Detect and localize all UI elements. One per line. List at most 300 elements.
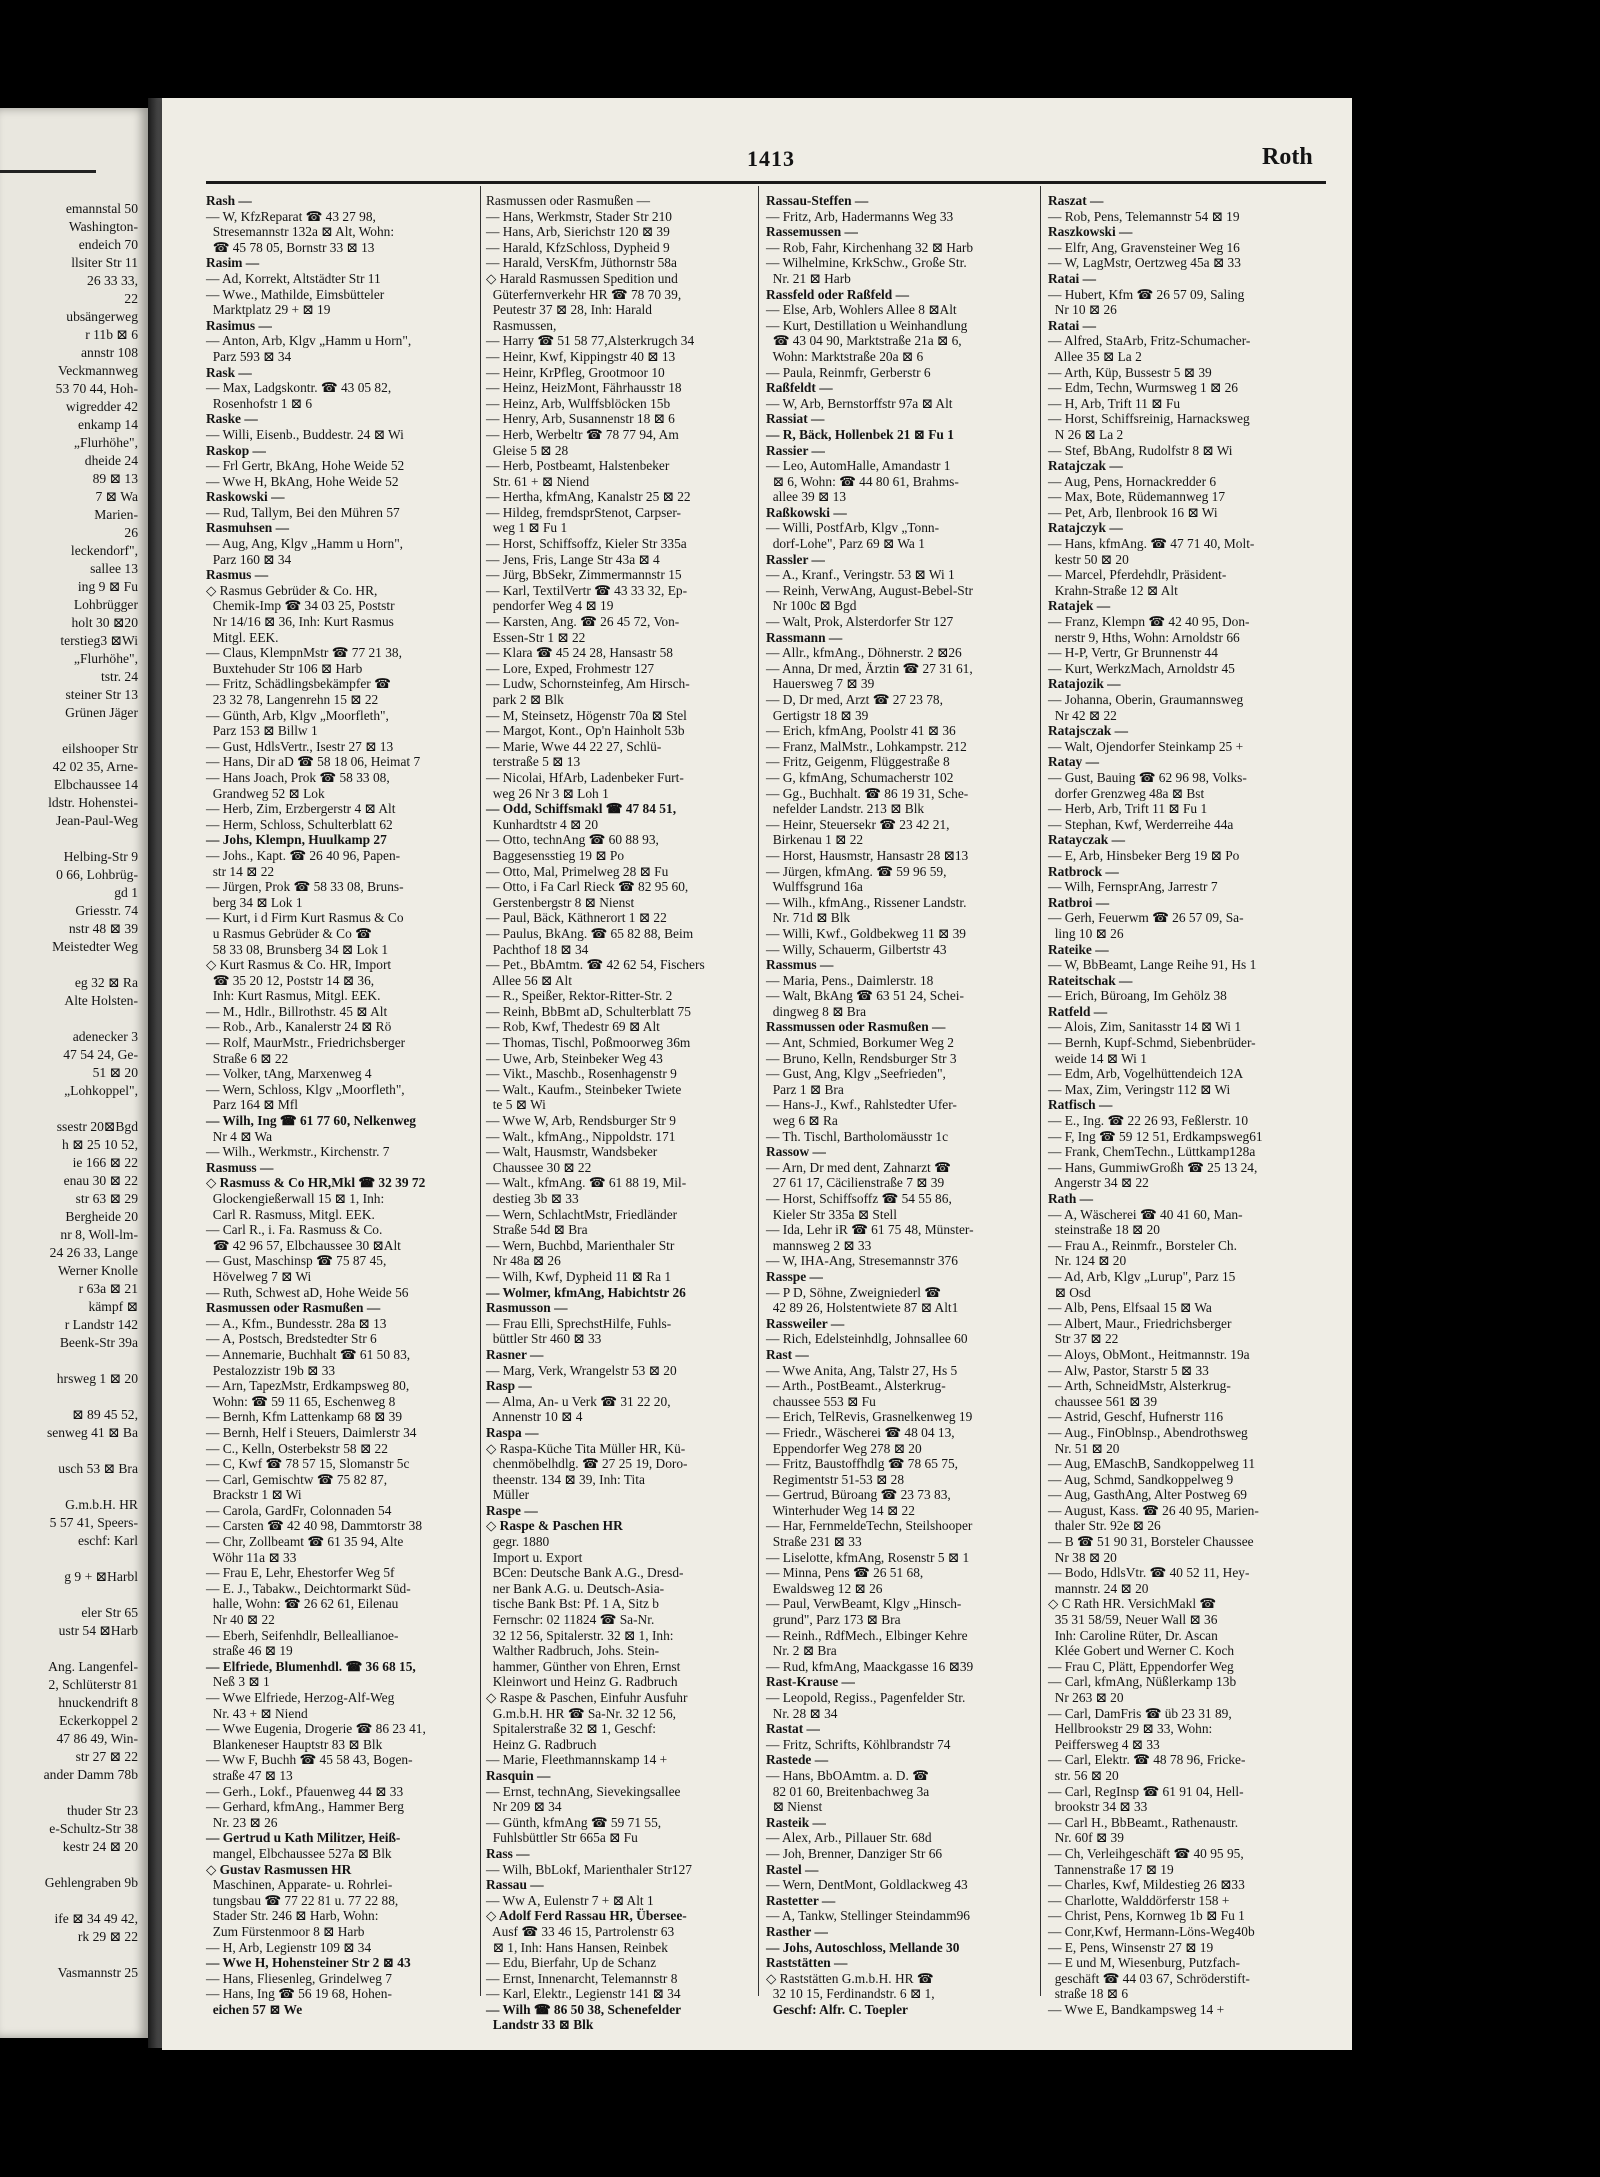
previous-page-line: tstr. 24 [100,669,138,684]
directory-entry-line: — Klara ☎ 45 24 28, Hansastr 58 [486,645,674,661]
previous-page-line: steiner Str 13 [65,687,138,702]
directory-entry-line: Neß 3 ⊠ 1 [206,1674,270,1690]
directory-entry-line: — Har, FernmeldeTechn, Steilshooper [766,1518,973,1534]
directory-entry-line: Regimentstr 51-53 ⊠ 28 [766,1471,905,1487]
surname-heading: Rasmusson — [486,1300,568,1316]
directory-entry-line: — Wolmer, kfmAng, Habichtstr 26 [486,1284,686,1300]
directory-entry-line: — Gust, HdlsVertr., Isestr 27 ⊠ 13 [206,738,394,754]
directory-entry-line: — Hertha, kfmAng, Kanalstr 25 ⊠ 22 [486,489,691,505]
surname-heading: Rasner — [486,1346,544,1362]
directory-entry-line: Str 37 ⊠ 22 [1048,1331,1119,1347]
directory-entry-line: — Rob, Fahr, Kirchenhang 32 ⊠ Harb [766,239,974,255]
directory-entry-line: — Günth, Arb, Klgv „Moorfleth", [206,707,389,723]
directory-entry-line: — Carl, RegInsp ☎ 61 91 04, Hell- [1048,1783,1244,1799]
directory-entry-line: — Arth, Küp, Bussestr 5 ⊠ 39 [1048,364,1212,380]
directory-entry-line: — Carl, DamFris ☎ üb 23 31 89, [1048,1705,1232,1721]
previous-page-line [0,1640,138,1658]
directory-entry-line: — Hans, GummiwGroßh ☎ 25 13 24, [1048,1159,1258,1175]
previous-page-line: e-Schultz-Str 38 [49,1821,138,1836]
previous-page-line: „Flurhöhe", [73,435,138,450]
previous-page-line: Griesstr. 74 [75,903,138,918]
directory-entry-line: Parz 1 ⊠ Bra [766,1081,844,1097]
directory-entry-line: — Friedr., Wäscherei ☎ 48 04 13, [766,1424,955,1440]
surname-heading: Rasp — [486,1378,532,1394]
surname-heading: Rastat — [766,1721,820,1737]
directory-entry-line: — Arth, SchneidMstr, Alsterkrug- [1048,1378,1231,1394]
directory-entry-line: Chemik-Imp ☎ 34 03 25, Poststr [206,598,395,614]
directory-entry-line: allee 39 ⊠ 13 [766,489,847,505]
directory-entry-line: grund", Parz 173 ⊠ Bra [766,1612,901,1628]
directory-entry-line: u Rasmus Gebrüder & Co ☎ [206,925,372,941]
directory-entry-line: Zum Fürstenmoor 8 ⊠ Harb [206,1923,365,1939]
directory-entry-line: — Walt, Ojendorfer Steinkamp 25 + [1048,738,1244,754]
directory-entry-line: — Willy, Schauerm, Gilbertstr 43 [766,941,947,957]
directory-entry-line: — E., Ing. ☎ 22 26 93, Feßlerstr. 10 [1048,1113,1249,1129]
directory-entry-line: — Fritz, Geigenm, Flüggestraße 8 [766,754,950,770]
directory-entry-line: — Heinr, Steuersekr ☎ 23 42 21, [766,816,950,832]
directory-entry-line: — Wwe Elfriede, Herzog-Alf-Weg [206,1690,395,1705]
surname-heading: Ratfeld — [1048,1003,1108,1019]
directory-entry-line: — Willi, Kwf., Goldbekweg 11 ⊠ 39 [766,925,966,941]
surname-heading: Rash — [206,193,252,208]
directory-entry-line: ⊠ 6, Wohn: ☎ 44 80 61, Brahms- [766,473,959,489]
directory-entry-line: — Anna, Dr med, Ärztin ☎ 27 31 61, [766,660,973,676]
directory-entry-line: — F, Ing ☎ 59 12 51, Erdkampsweg61 [1048,1128,1263,1144]
directory-entry-line: — Otto, Mal, Primelweg 28 ⊠ Fu [486,863,669,879]
directory-entry-line: Gertigstr 18 ⊠ 39 [766,707,869,723]
directory-entry-line: — H, Arb, Legienstr 109 ⊠ 34 [206,1939,372,1955]
previous-page-line [0,1946,138,1964]
directory-entry-line: — Carola, GardFr, Colonnaden 54 [206,1502,392,1518]
surname-heading: Ratajsczak — [1048,723,1128,739]
directory-entry-line: Tannenstraße 17 ⊠ 19 [1048,1861,1174,1877]
previous-page-line: h ⊠ 25 10 52, [62,1137,138,1152]
directory-entry-line: — Carl H., BbBeamt., Rathenaustr. [1048,1814,1239,1830]
previous-page-line: adenecker 3 [72,1029,138,1044]
directory-entry-line: — W, KfzReparat ☎ 43 27 98, [206,208,376,224]
directory-entry-line: Straße 54d ⊠ Bra [486,1222,588,1238]
directory-entry-line: ◇ Raspe & Paschen HR [486,1518,623,1534]
directory-entry-line: — A, Postsch, Bredstedter Str 6 [206,1331,377,1347]
directory-entry-line: Nr. 124 ⊠ 20 [1048,1253,1127,1269]
directory-column-1 [206,193,478,2017]
directory-entry-line: — Max, Ladgskontr. ☎ 43 05 82, [206,380,392,396]
surname-heading: Raskowski — [206,489,285,505]
directory-entry-line: — A., Kranf., Veringstr. 53 ⊠ Wi 1 [766,567,955,583]
directory-entry-line: — Wern, Buchbd, Marienthaler Str [486,1237,675,1253]
directory-entry-line: — Harald, VersKfm, Jüthornstr 58a [486,255,677,271]
directory-entry-line: Straße 231 ⊠ 33 [766,1534,862,1550]
directory-entry-line: — Karl, TextilVertr ☎ 43 33 32, Ep- [486,582,688,598]
surname-heading: Ratajek — [1048,598,1111,614]
directory-entry-line: — Hans, Arb, Sierichstr 120 ⊠ 39 [486,224,670,240]
previous-page-line [0,1550,138,1568]
previous-page-line: senweg 41 ⊠ Ba [46,1425,138,1440]
directory-entry-line: — Carl, kfmAng, Nüßlerkamp 13b [1048,1674,1237,1690]
directory-entry-line: Nr 38 ⊠ 20 [1048,1549,1117,1565]
surname-heading: Rasteik — [766,1814,826,1830]
directory-entry-line: — Wwe W, Arb, Rendsburger Str 9 [486,1113,676,1129]
surname-heading: Rateike — [1048,941,1109,957]
directory-entry-line: Gerstenbergstr 8 ⊠ Nienst [486,894,635,910]
directory-entry-line: ◇ Rasmus Gebrüder & Co. HR, [206,582,378,598]
directory-entry-line: — Max, Bote, Rüdemannweg 17 [1048,489,1226,505]
surname-heading: Ratajozik — [1048,676,1121,692]
directory-entry-line: — Otto, technAng ☎ 60 88 93, [486,832,659,848]
page-number: 1413 [747,146,795,171]
directory-entry-line: Winterhuder Weg 14 ⊠ 22 [766,1502,915,1518]
directory-entry-line: 82 01 60, Breitenbachweg 3a [766,1783,930,1799]
directory-entry-line: ⊠ Osd [1048,1284,1091,1300]
directory-entry-line: Mitgl. EEK. [206,629,279,645]
directory-entry-line: hammer, Günther von Ehren, Ernst [486,1658,681,1674]
directory-entry-line: — Fritz, Schädlingsbekämpfer ☎ [206,676,391,692]
directory-entry-line: — Hans, BbOAmtm. a. D. ☎ [766,1767,929,1783]
surname-heading: Rasspe — [766,1268,823,1284]
directory-entry-line: — Harry ☎ 51 58 77,Alsterkrugch 34 [486,333,695,349]
directory-entry-line: — E, Pens, Winsenstr 27 ⊠ 19 [1048,1939,1214,1955]
directory-entry-line: — Horst, Schiffsreinig, Harnacksweg [1048,411,1250,427]
directory-entry-line: Kleinwort und Heinz G. Radbruch [486,1674,678,1690]
directory-entry-line: — Wwe Anita, Ang, Talstr 27, Hs 5 [766,1362,958,1378]
directory-entry-line: Ausf ☎ 33 46 15, Partrolenstr 63 [486,1923,675,1939]
directory-entry-line: — Arn, Dr med dent, Zahnarzt ☎ [766,1159,951,1175]
directory-entry-line: — Wilh., Werkmstr., Kirchenstr. 7 [206,1144,390,1160]
header-rule-left [0,170,96,173]
directory-entry-line: — M, Steinsetz, Högenstr 70a ⊠ Stel [486,707,687,723]
directory-entry-line: str 14 ⊠ 22 [206,863,275,879]
directory-entry-line: Güterfernverkehr HR ☎ 78 70 39, [486,286,682,302]
directory-entry-line: — E und M, Wiesenburg, Putzfach- [1048,1955,1240,1971]
previous-page-line: Beenk-Str 39a [59,1335,138,1350]
directory-entry-line: — Reinh, BbBmt aD, Schulterblatt 75 [486,1003,691,1019]
directory-entry-line: — Kurt, WerkzMach, Arnoldstr 45 [1048,660,1235,676]
directory-entry-line: — Gg., Buchhalt. ☎ 86 19 31, Sche- [766,785,969,801]
directory-entry-line: Nr. 23 ⊠ 26 [206,1814,278,1830]
directory-entry-line: Nr. 2 ⊠ Bra [766,1643,837,1659]
directory-entry-line: ling 10 ⊠ 26 [1048,925,1124,941]
directory-entry-line: Kunhardtstr 4 ⊠ 20 [486,816,599,832]
directory-entry-line: — Hans-J., Kwf., Rahlstedter Ufer- [766,1097,957,1113]
previous-page-line: kämpf ⊠ [88,1299,138,1314]
directory-entry-line: destieg 3b ⊠ 33 [486,1191,579,1206]
directory-entry-line: — Rud, kfmAng, Maackgasse 16 ⊠39 [766,1658,974,1674]
directory-entry-line: — Walt, Prok, Alsterdorfer Str 127 [766,614,954,630]
directory-entry-line: straße 46 ⊠ 19 [206,1643,293,1659]
directory-entry-line: tungsbau ☎ 77 22 81 u. 77 22 88, [206,1892,399,1908]
directory-entry-line: — Carsten ☎ 42 40 98, Dammtorstr 38 [206,1518,423,1534]
surname-heading: Ratbrock — [1048,863,1119,879]
directory-entry-line: Hövelweg 7 ⊠ Wi [206,1268,312,1284]
directory-entry-line: Nr 14/16 ⊠ 36, Inh: Kurt Rasmus [206,614,394,630]
directory-entry-line: — Th. Tischl, Bartholomäusstr 1c [766,1128,949,1144]
surname-heading: Ratayczak — [1048,832,1125,848]
directory-entry-line: — Rob., Arb., Kanalerstr 24 ⊠ Rö [206,1019,392,1035]
directory-entry-line: — Herb, Postbeamt, Halstenbeker [486,458,670,474]
directory-entry-line: — Marie, Wwe 44 22 27, Schlü- [486,738,662,754]
surname-heading: Rass — [486,1845,530,1861]
directory-entry-line: — Walt, Hausmstr, Wandsbeker [486,1144,658,1160]
directory-entry-line: — Rolf, MaurMstr., Friedrichsberger [206,1035,406,1051]
directory-entry-line: Allee 35 ⊠ La 2 [1048,348,1142,364]
directory-entry-line: Klée Gobert und Werner C. Koch [1048,1643,1235,1659]
directory-entry-line: — Edm, Techn, Wurmsweg 1 ⊠ 26 [1048,380,1238,396]
directory-entry-line: geschäft ☎ 44 03 67, Schröderstift- [1048,1970,1250,1986]
directory-entry-line: — Gertrud u Kath Militzer, Heiß- [206,1830,401,1846]
directory-entry-line: — Leopold, Regiss., Pagenfelder Str. [766,1690,966,1705]
directory-entry-line: Heinz G. Radbruch [486,1736,597,1752]
directory-entry-line: — Gertrud, Büroang ☎ 23 73 83, [766,1487,951,1503]
previous-page-line: Meistedter Weg [52,939,138,954]
previous-page-line: Bergheide 20 [65,1209,138,1224]
directory-entry-line: BCen: Deutsche Bank A.G., Dresd- [486,1565,684,1581]
previous-page-line: 89 ⊠ 13 [92,471,138,486]
directory-entry-line: Eppendorfer Weg 278 ⊠ 20 [766,1440,922,1456]
directory-entry-line: — Paula, Reinmfr, Gerberstr 6 [766,364,931,380]
surname-heading: Raszat — [1048,193,1104,208]
directory-entry-line: Nr 40 ⊠ 22 [206,1612,275,1628]
previous-page-line: r 63a ⊠ 21 [78,1281,138,1296]
directory-entry-line: Stresemannstr 132a ⊠ Alt, Wohn: [206,224,395,240]
surname-heading: Ratai — [1048,270,1096,286]
directory-entry-line: — Bodo, HdlsVtr. ☎ 40 52 11, Hey- [1048,1565,1250,1581]
previous-page-line: enau 30 ⊠ 22 [63,1173,138,1188]
directory-entry-line: Nr 263 ⊠ 20 [1048,1690,1124,1705]
surname-heading: Ratbroi — [1048,894,1110,910]
directory-entry-line: — Edu, Bierfahr, Up de Schanz [486,1955,657,1971]
directory-entry-line: gegr. 1880 [486,1534,550,1550]
directory-entry-line: — Hans, kfmAng. ☎ 47 71 40, Molt- [1048,536,1255,552]
previous-page-line: 7 ⊠ Wa [95,489,138,504]
directory-entry-line: — Herm, Schloss, Schulterblatt 62 [206,816,393,832]
directory-entry-line: — Horst, Schiffsoffz, Kieler Str 335a [486,536,687,552]
directory-entry-line: mannsweg 2 ⊠ 33 [766,1237,872,1253]
previous-page-line: 42 02 35, Arne- [52,759,138,774]
previous-page-line: 47 54 24, Ge- [63,1047,138,1062]
directory-entry-line: ☎ 35 20 12, Poststr 14 ⊠ 36, [206,972,375,988]
previous-page-line: Helbing-Str 9 [63,849,138,864]
directory-entry-line: — B ☎ 51 90 31, Borsteler Chaussee [1048,1534,1254,1550]
surname-heading: Rast — [766,1346,809,1362]
previous-page-line: 51 ⊠ 20 [92,1065,138,1080]
directory-entry-line: — Gust, Ang, Klgv „Seefrieden", [766,1066,946,1082]
surname-heading: Rassier — [766,442,825,458]
previous-page-line: Alte Holsten- [64,993,138,1008]
previous-page-line: Marien- [94,507,138,522]
directory-entry-line: — Hildeg, fremdsprStenot, Carpser- [486,504,681,520]
previous-page-line [0,1442,138,1460]
previous-page-line: hnuckendrift 8 [58,1695,138,1710]
directory-entry-line: — Minna, Pens ☎ 26 51 68, [766,1565,924,1581]
directory-entry-line: — Fritz, Arb, Hadermanns Weg 33 [766,208,954,224]
directory-entry-line: ☎ 43 04 90, Marktstraße 21a ⊠ 6, [766,333,962,349]
previous-page-line [0,722,138,740]
directory-entry-line: — Heinz, HeizMont, Fährhausstr 18 [486,380,682,396]
directory-entry-line: — Walt., kfmAng. ☎ 61 88 19, Mil- [486,1175,687,1191]
directory-entry-line: — Charles, Kwf, Mildestieg 26 ⊠33 [1048,1877,1245,1893]
directory-entry-line: — Kurt, Destillation u Weinhandlung [766,317,968,333]
previous-page-line [0,1784,138,1802]
directory-entry-line: te 5 ⊠ Wi [486,1097,546,1113]
previous-page-line: kestr 24 ⊠ 20 [62,1839,138,1854]
directory-entry-line: ⊠ Nienst [766,1799,823,1815]
surname-heading: Ratai — [1048,317,1096,333]
directory-entry-line: ◇ C Rath HR. VersichMakl ☎ [1048,1596,1217,1612]
directory-entry-line: Straße 6 ⊠ 22 [206,1050,289,1066]
surname-heading: Rateitschak — [1048,972,1133,988]
directory-entry-line: Str. 61 + ⊠ Niend [486,473,590,489]
previous-page-line: llsiter Str 11 [71,255,138,270]
directory-entry-line: — A, Wäscherei ☎ 40 41 60, Man- [1048,1206,1243,1222]
surname-heading: Rasimus — [206,317,272,333]
directory-entry-line: — Ant, Schmied, Borkumer Weg 2 [766,1035,954,1051]
directory-entry-line: Nr. 51 ⊠ 20 [1048,1440,1120,1456]
directory-entry-line: — Horst, Schiffsoffz ☎ 54 55 86, [766,1191,952,1206]
surname-heading: Rassau-Steffen — [766,193,869,208]
surname-heading: Ratajczyk — [1048,520,1123,536]
directory-entry-line: chaussee 561 ⊠ 39 [1048,1393,1158,1409]
surname-heading: Rassow — [766,1144,826,1160]
previous-page-line [0,1100,138,1118]
previous-page-line [0,1010,138,1028]
directory-entry-line: — Hans, Werkmstr, Stader Str 210 [486,208,672,224]
directory-entry-line: Spitalerstraße 32 ⊠ 1, Geschf: [486,1721,657,1737]
directory-entry-line: berg 34 ⊠ Lok 1 [206,894,303,910]
directory-entry-line: — Erich, kfmAng, Poolstr 41 ⊠ 36 [766,723,956,739]
directory-entry-line: ☎ 42 96 57, Elbchaussee 30 ⊠Alt [206,1237,401,1253]
previous-page-line: „Flurhöhe", [73,651,138,666]
directory-entry-line: — Aug, GasthAng, Alter Postweg 69 [1048,1487,1247,1503]
directory-entry-line: — Ad, Korrekt, Altstädter Str 11 [206,270,381,286]
directory-entry-line: Nr. 60f ⊠ 39 [1048,1830,1124,1846]
previous-page-line: 26 [124,525,138,540]
directory-entry-line: — Jürg, BbSekr, Zimmermannstr 15 [486,567,682,583]
directory-entry-line: 58 33 08, Brunsberg 34 ⊠ Lok 1 [206,941,389,957]
directory-entry-line: ◇ Raspe & Paschen, Einfuhr Ausfuhr [486,1690,688,1705]
directory-entry-line: halle, Wohn: ☎ 26 62 61, Eilenau [206,1596,399,1612]
directory-entry-line: — Edm, Arb, Vogelhüttendeich 12A [1048,1066,1244,1082]
directory-entry-line: weg 26 Nr 3 ⊠ Loh 1 [486,785,609,801]
previous-page-line: gd 1 [114,885,138,900]
directory-entry-line: N 26 ⊠ La 2 [1048,426,1124,442]
surname-heading: Ratfisch — [1048,1097,1113,1113]
directory-entry-line: — Herb, Werbeltr ☎ 78 77 94, Am [486,426,679,442]
directory-entry-line: — Johs., Kapt. ☎ 26 40 96, Papen- [206,847,401,863]
directory-entry-line: Fuhlsbüttler Str 665a ⊠ Fu [486,1830,638,1846]
directory-entry-line: 27 61 17, Cäcilienstraße 7 ⊠ 39 [766,1175,945,1191]
surname-heading: Rasmus — [206,567,269,583]
directory-entry-line: — Bernh, Kupf-Schmd, Siebenbrüder- [1048,1035,1256,1051]
surname-heading: Raßfeldt — [766,380,833,396]
directory-entry-line: — Ww A, Eulenstr 7 + ⊠ Alt 1 [486,1892,654,1908]
directory-entry-line: — G, kfmAng, Schumacherstr 102 [766,769,954,785]
directory-entry-line: — Erich, Büroang, Im Gehölz 38 [1048,988,1227,1004]
directory-entry-line: — Aug, Pens, Hornackredder 6 [1048,473,1217,489]
previous-page-line: str 27 ⊠ 22 [75,1749,138,1764]
directory-entry-line: Rosenhofstr 1 ⊠ 6 [206,395,313,411]
surname-heading: Rasmuss — [206,1159,274,1175]
directory-entry-line: — Else, Arb, Wohlers Allee 8 ⊠Alt [766,302,957,318]
directory-entry-line: — Hubert, Kfm ☎ 26 57 09, Saling [1048,286,1245,302]
surname-heading: Raske — [206,411,258,427]
directory-entry-line: terstraße 5 ⊠ 13 [486,754,581,770]
directory-entry-line: — Alex, Arb., Pillauer Str. 68d [766,1830,932,1846]
directory-entry-line: — Pet., BbAmtm. ☎ 42 62 54, Fischers [486,957,705,973]
directory-entry-line: — Frau Elli, SprechstHilfe, Fuhls- [486,1315,672,1331]
directory-entry-line: — Gust, Bauing ☎ 62 96 98, Volks- [1048,769,1247,785]
directory-entry-line: Parz 593 ⊠ 34 [206,348,292,364]
surname-heading: Rassmann — [766,629,843,645]
surname-heading: Raspa — [486,1424,539,1440]
directory-entry-line: — Wilh ☎ 86 50 38, Schenefelder [486,2001,682,2017]
directory-entry-line: — Rud, Tallym, Bei den Mühren 57 [206,504,400,520]
surname-heading: Rassmussen oder Rasmußen — [766,1019,946,1035]
directory-entry-line: — Kurt, i d Firm Kurt Rasmus & Co [206,910,404,926]
directory-entry-line: — Johs, Klempn, Huulkamp 27 [206,832,387,848]
directory-entry-line: — Karsten, Ang. ☎ 26 45 72, Von- [486,614,680,630]
previous-page-line: ustr 54 ⊠Harb [58,1623,138,1638]
directory-entry-line: — Albert, Maur., Friedrichsberger [1048,1315,1232,1331]
directory-entry-line: Parz 164 ⊠ Mfl [206,1097,298,1113]
previous-page-line: r Landstr 142 [64,1317,138,1332]
directory-entry-line: Walther Radbruch, Johs. Stein- [486,1643,660,1659]
previous-page-line: nr 8, Woll-lm- [60,1227,138,1242]
previous-page-line [0,1856,138,1874]
surname-heading: Raspe — [486,1502,538,1518]
directory-entry-line: — Eberh, Seifenhdlr, Belleallianoe- [206,1627,399,1643]
column-divider [758,186,759,1996]
directory-entry-line: Grandweg 52 ⊠ Lok [206,785,325,801]
directory-entry-line: Gleise 5 ⊠ 28 [486,442,569,458]
directory-entry-line: — Walt., kfmAng., Nippoldstr. 171 [486,1128,676,1144]
directory-entry-line: — Wwe H, Hohensteiner Str 2 ⊠ 43 [206,1955,411,1971]
directory-entry-line: — Alma, An- u Verk ☎ 31 22 20, [486,1393,671,1409]
directory-entry-line: Nr 42 ⊠ 22 [1048,707,1117,723]
header-rule [206,181,1326,184]
directory-entry-line: — Herb, Zim, Erzbergerstr 4 ⊠ Alt [206,801,396,817]
directory-entry-line: — Wilh, FernsprAng, Jarrestr 7 [1048,879,1218,895]
directory-entry-line: — Fritz, Schrifts, Köhlbrandstr 74 [766,1736,951,1752]
previous-page-line [0,1388,138,1406]
previous-page-line [0,830,138,848]
directory-entry-line: — Gust, Maschinsp ☎ 75 87 45, [206,1253,387,1269]
previous-page-line: ldstr. Hohenstei- [48,795,138,810]
previous-page-line: eschf: Karl [77,1533,138,1548]
directory-entry-line: — Frau E, Lehr, Ehestorfer Weg 5f [206,1565,395,1581]
directory-entry-line: — C, Kwf ☎ 78 57 15, Slomanstr 5c [206,1456,410,1472]
directory-entry-line: ◇ Adolf Ferd Rassau HR, Überseе- [486,1908,687,1924]
directory-entry-line: — Anton, Arb, Klgv „Hamm u Horn", [206,333,412,349]
previous-page-edge [0,108,148,2038]
directory-entry-line: — Wern, SchlachtMstr, Friedländer [486,1206,678,1222]
directory-entry-line: — Franz, MalMstr., Lohkampstr. 212 [766,738,967,754]
surname-heading: Rasim — [206,255,260,271]
directory-entry-line: — R., Speißer, Rektor-Ritter-Str. 2 [486,988,673,1004]
surname-heading: Rath — [1048,1191,1094,1206]
directory-entry-line: park 2 ⊠ Blk [486,692,564,707]
directory-entry-line: Allee 56 ⊠ Alt [486,972,572,988]
directory-entry-line: — Ch, Verleihgeschäft ☎ 40 95 95, [1048,1845,1244,1861]
surname-heading: Rask — [206,364,252,380]
previous-page-line: 47 86 49, Win- [56,1731,138,1746]
directory-entry-line: — Carl R., i. Fa. Rasmuss & Co. [206,1222,383,1238]
directory-entry-line: — Wwe., Mathilde, Eimsbütteler [206,286,385,302]
directory-entry-line: Peiffersweg 4 ⊠ 33 [1048,1736,1160,1752]
directory-entry-line: — Astrid, Geschf, Hufnerstr 116 [1048,1409,1224,1425]
directory-entry-line: — Bernh, Kfm Lattenkamp 68 ⊠ 39 [206,1409,403,1425]
directory-entry-line: — Erich, TelRevis, Grasnelkenweg 19 [766,1409,973,1425]
directory-entry-line: — Ruth, Schwest aD, Hohe Weide 56 [206,1284,409,1300]
